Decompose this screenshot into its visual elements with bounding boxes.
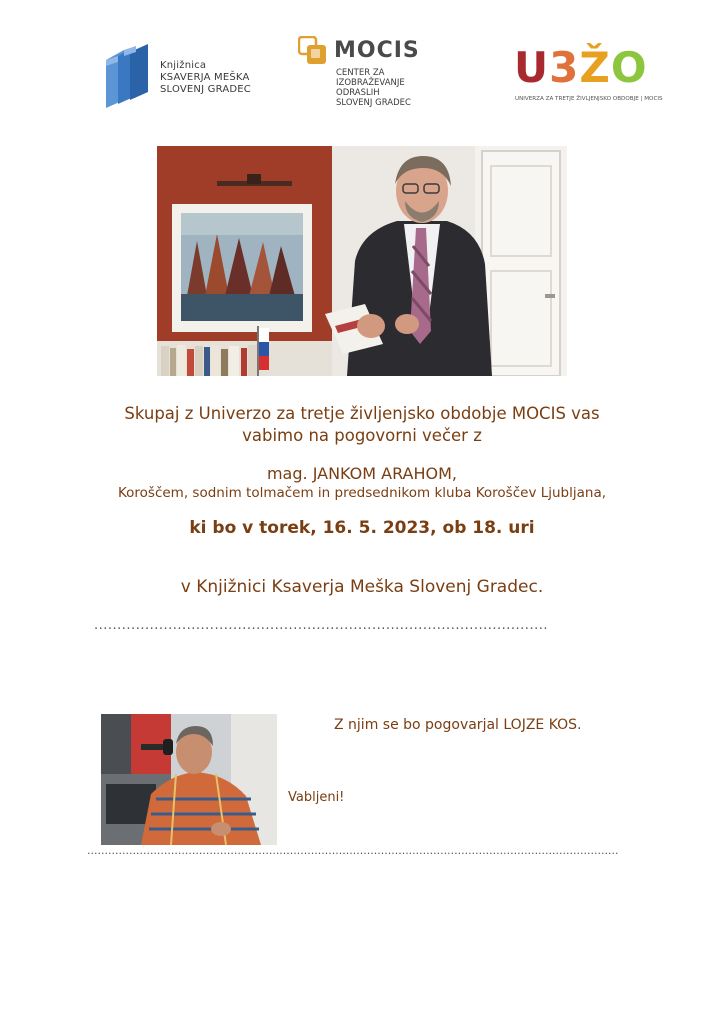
mocis-subtitle-line-2: IZOBRAŽEVANJE: [336, 78, 405, 88]
library-logo: [104, 42, 264, 114]
invitation-line-1: Skupaj z Univerzo za tretje življenjsko obdobje MOCIS vas: [124, 404, 600, 423]
moderator-photo: [101, 714, 277, 845]
mocis-logo: [298, 36, 428, 110]
dotted-separator-2: ........................................................................................................................................................: [87, 844, 619, 857]
event-date-time: ki bo v torek, 16. 5. 2023, ob 18. uri: [189, 518, 535, 538]
mocis-subtitle-line-4: SLOVENJ GRADEC: [336, 98, 411, 108]
mocis-subtitle-line-3: ODRASLIH: [336, 88, 380, 98]
u3zo-letter-o: O: [610, 43, 648, 92]
guest-photo-image: [157, 146, 567, 376]
u3zo-letter-3: 3: [549, 43, 580, 92]
library-books-icon: [104, 42, 158, 110]
mocis-subtitle-line-1: CENTER ZA: [336, 68, 385, 78]
u3zo-logo: [514, 43, 663, 108]
guest-description: Koroščem, sodnim tolmačem in predsednikom kluba Koroščev Ljubljana,: [117, 485, 607, 501]
moderator-photo-image: [101, 714, 277, 845]
closing-text: Vabljeni!: [288, 790, 345, 805]
moderator-text: Z njim se bo pogovarjal LOJZE KOS.: [334, 717, 582, 733]
mocis-subtitle: [336, 68, 411, 108]
mocis-mark-icon: [298, 36, 328, 66]
dotted-separator-1: ..................................................................................................: [94, 618, 548, 633]
u3zo-letters: [514, 43, 648, 92]
library-name-line-1: Knjižnica: [160, 60, 207, 71]
u3zo-letter-u: U: [514, 43, 550, 92]
library-name-line-2: KSAVERJA MEŠKA: [160, 72, 250, 83]
library-name-line-3: SLOVENJ GRADEC: [160, 84, 251, 95]
mocis-title: MOCIS: [334, 38, 420, 63]
guest-photo: [157, 146, 567, 376]
event-venue: v Knjižnici Ksaverja Meška Slovenj Gradec.: [180, 577, 544, 597]
guest-name: mag. JANKOM ARAHOM,: [266, 464, 458, 483]
invitation-line-2: vabimo na pogovorni večer z: [242, 426, 482, 445]
library-name: [160, 60, 251, 96]
u3zo-subtitle: UNIVERZA ZA TRETJE ŽIVLJENJSKO OBDOBJE | MOCIS: [515, 96, 663, 102]
u3zo-letter-z: Ž: [579, 43, 611, 92]
